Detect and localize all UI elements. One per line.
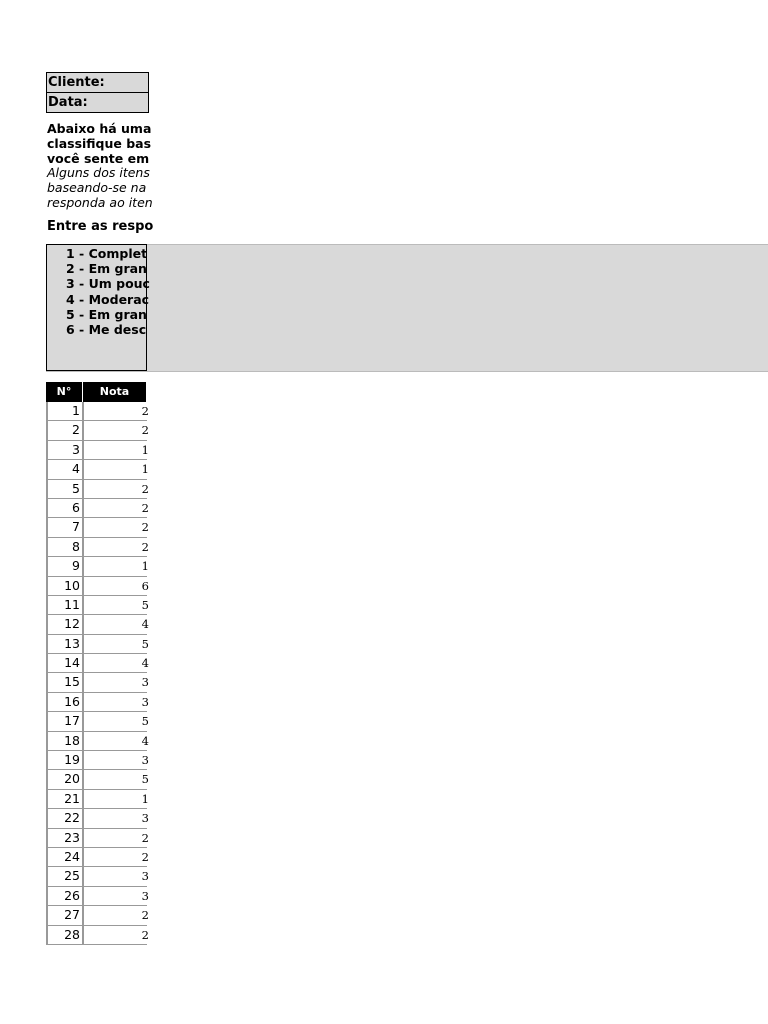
table-row — [46, 538, 147, 557]
nota-value: 4 — [141, 656, 149, 671]
row-number-cell: 12 — [46, 615, 83, 634]
nota-cell[interactable] — [83, 693, 147, 712]
legend-item: 3 - Um pouc — [66, 276, 150, 292]
nota-cell[interactable] — [83, 867, 147, 886]
table-body — [46, 402, 147, 945]
row-number-cell: 5 — [46, 480, 83, 499]
row-number-cell: 26 — [46, 887, 83, 906]
nota-value: 2 — [141, 481, 149, 496]
nota-value: 1 — [141, 442, 149, 457]
data-field[interactable] — [46, 92, 149, 113]
legend-item: 4 - Moderac — [66, 291, 150, 307]
table-row — [46, 751, 147, 770]
nota-cell[interactable] — [83, 829, 147, 848]
nota-value: 2 — [141, 849, 149, 864]
nota-cell[interactable] — [83, 770, 147, 789]
nota-value: 5 — [141, 714, 149, 729]
nota-cell[interactable] — [83, 421, 147, 440]
legend-box — [46, 244, 768, 372]
nota-value: 5 — [141, 597, 149, 612]
nota-cell[interactable] — [83, 732, 147, 751]
intro-bold-line: você sente em — [47, 151, 150, 166]
table-row — [46, 673, 147, 692]
nota-value: 5 — [141, 636, 149, 651]
nota-cell[interactable] — [83, 499, 147, 518]
row-number-cell: 2 — [46, 421, 83, 440]
row-number-cell: 3 — [46, 441, 83, 460]
nota-value: 2 — [141, 539, 149, 554]
nota-value: 2 — [141, 927, 149, 942]
row-number-cell: 17 — [46, 712, 83, 731]
nota-value: 6 — [141, 578, 149, 593]
row-number-cell: 15 — [46, 673, 83, 692]
table-row — [46, 906, 147, 925]
table-row — [46, 518, 147, 537]
nota-value: 4 — [141, 617, 149, 632]
nota-value: 5 — [141, 772, 149, 787]
nota-cell[interactable] — [83, 635, 147, 654]
nota-value: 2 — [141, 500, 149, 515]
nota-cell[interactable] — [83, 615, 147, 634]
nota-cell[interactable] — [83, 790, 147, 809]
row-number-cell: 13 — [46, 635, 83, 654]
nota-value: 3 — [141, 675, 149, 690]
nota-value: 3 — [141, 869, 149, 884]
nota-cell[interactable] — [83, 596, 147, 615]
column-header-nota: Nota — [83, 382, 147, 402]
table-row — [46, 460, 147, 479]
nota-value: 2 — [141, 830, 149, 845]
table-row — [46, 596, 147, 615]
cliente-field[interactable] — [46, 72, 149, 93]
table-row — [46, 480, 147, 499]
nota-cell[interactable] — [83, 654, 147, 673]
row-number-cell: 1 — [46, 402, 83, 421]
row-number-cell: 21 — [46, 790, 83, 809]
score-table — [46, 382, 147, 945]
nota-value: 1 — [141, 791, 149, 806]
row-number-cell: 24 — [46, 848, 83, 867]
legend-item: 5 - Em gran — [66, 306, 147, 322]
nota-cell[interactable] — [83, 712, 147, 731]
row-number-cell: 6 — [46, 499, 83, 518]
table-row — [46, 732, 147, 751]
row-number-cell: 28 — [46, 926, 83, 945]
nota-cell[interactable] — [83, 577, 147, 596]
table-row — [46, 635, 147, 654]
nota-value: 2 — [141, 520, 149, 535]
nota-cell[interactable] — [83, 848, 147, 867]
nota-cell[interactable] — [83, 460, 147, 479]
nota-cell[interactable] — [83, 402, 147, 421]
data-label: Data: — [48, 95, 88, 110]
intro-italic-text — [47, 165, 153, 210]
table-row — [46, 770, 147, 789]
intro-bold-line: classifique bas — [47, 136, 152, 151]
table-row — [46, 421, 147, 440]
row-number-cell: 18 — [46, 732, 83, 751]
nota-value: 1 — [141, 559, 149, 574]
table-row — [46, 615, 147, 634]
intro-italic-line: Alguns dos itens — [47, 165, 150, 180]
nota-cell[interactable] — [83, 926, 147, 945]
nota-cell[interactable] — [83, 809, 147, 828]
legend-list — [66, 246, 150, 338]
nota-cell[interactable] — [83, 441, 147, 460]
intro-bold-line: Abaixo há uma — [47, 121, 152, 136]
table-header — [46, 382, 147, 402]
table-row — [46, 829, 147, 848]
table-row — [46, 654, 147, 673]
row-number-cell: 25 — [46, 867, 83, 886]
nota-cell[interactable] — [83, 538, 147, 557]
row-number-cell: 7 — [46, 518, 83, 537]
table-row — [46, 557, 147, 576]
column-header-number: N° — [46, 382, 83, 402]
legend-item: 2 - Em gran — [66, 261, 147, 277]
nota-value: 2 — [141, 404, 149, 418]
table-row — [46, 848, 147, 867]
row-number-cell: 16 — [46, 693, 83, 712]
nota-cell[interactable] — [83, 557, 147, 576]
row-number-cell: 8 — [46, 538, 83, 557]
intro-italic-line: baseando-se na — [47, 180, 147, 195]
row-number-cell: 19 — [46, 751, 83, 770]
table-row — [46, 790, 147, 809]
nota-value: 3 — [141, 888, 149, 903]
table-row — [46, 577, 147, 596]
nota-value: 1 — [141, 462, 149, 477]
table-row — [46, 867, 147, 886]
nota-cell[interactable] — [83, 887, 147, 906]
row-number-cell: 14 — [46, 654, 83, 673]
legend-item: 6 - Me desc — [66, 322, 147, 338]
row-number-cell: 23 — [46, 829, 83, 848]
nota-value: 2 — [141, 423, 149, 438]
row-number-cell: 22 — [46, 809, 83, 828]
nota-value: 4 — [141, 733, 149, 748]
table-row — [46, 887, 147, 906]
nota-cell[interactable] — [83, 480, 147, 499]
nota-value: 3 — [141, 753, 149, 768]
table-row — [46, 499, 147, 518]
intro-bold-text — [47, 121, 152, 166]
intro-italic-line: responda ao iten — [47, 195, 153, 210]
row-number-cell: 4 — [46, 460, 83, 479]
row-number-cell: 20 — [46, 770, 83, 789]
nota-value: 2 — [141, 908, 149, 923]
row-number-cell: 27 — [46, 906, 83, 925]
row-number-cell: 10 — [46, 577, 83, 596]
table-row — [46, 926, 147, 945]
row-number-cell: 9 — [46, 557, 83, 576]
nota-value: 3 — [141, 694, 149, 709]
table-row — [46, 809, 147, 828]
table-row — [46, 693, 147, 712]
table-row — [46, 402, 147, 421]
legend-item: 1 - Complet — [66, 246, 148, 261]
cliente-label: Cliente: — [48, 75, 105, 90]
table-row — [46, 441, 147, 460]
nota-cell[interactable] — [83, 518, 147, 537]
respostas-heading: Entre as respo — [47, 219, 154, 234]
nota-value: 3 — [141, 811, 149, 826]
nota-cell[interactable] — [83, 673, 147, 692]
row-number-cell: 11 — [46, 596, 83, 615]
nota-cell[interactable] — [83, 751, 147, 770]
nota-cell[interactable] — [83, 906, 147, 925]
table-row — [46, 712, 147, 731]
